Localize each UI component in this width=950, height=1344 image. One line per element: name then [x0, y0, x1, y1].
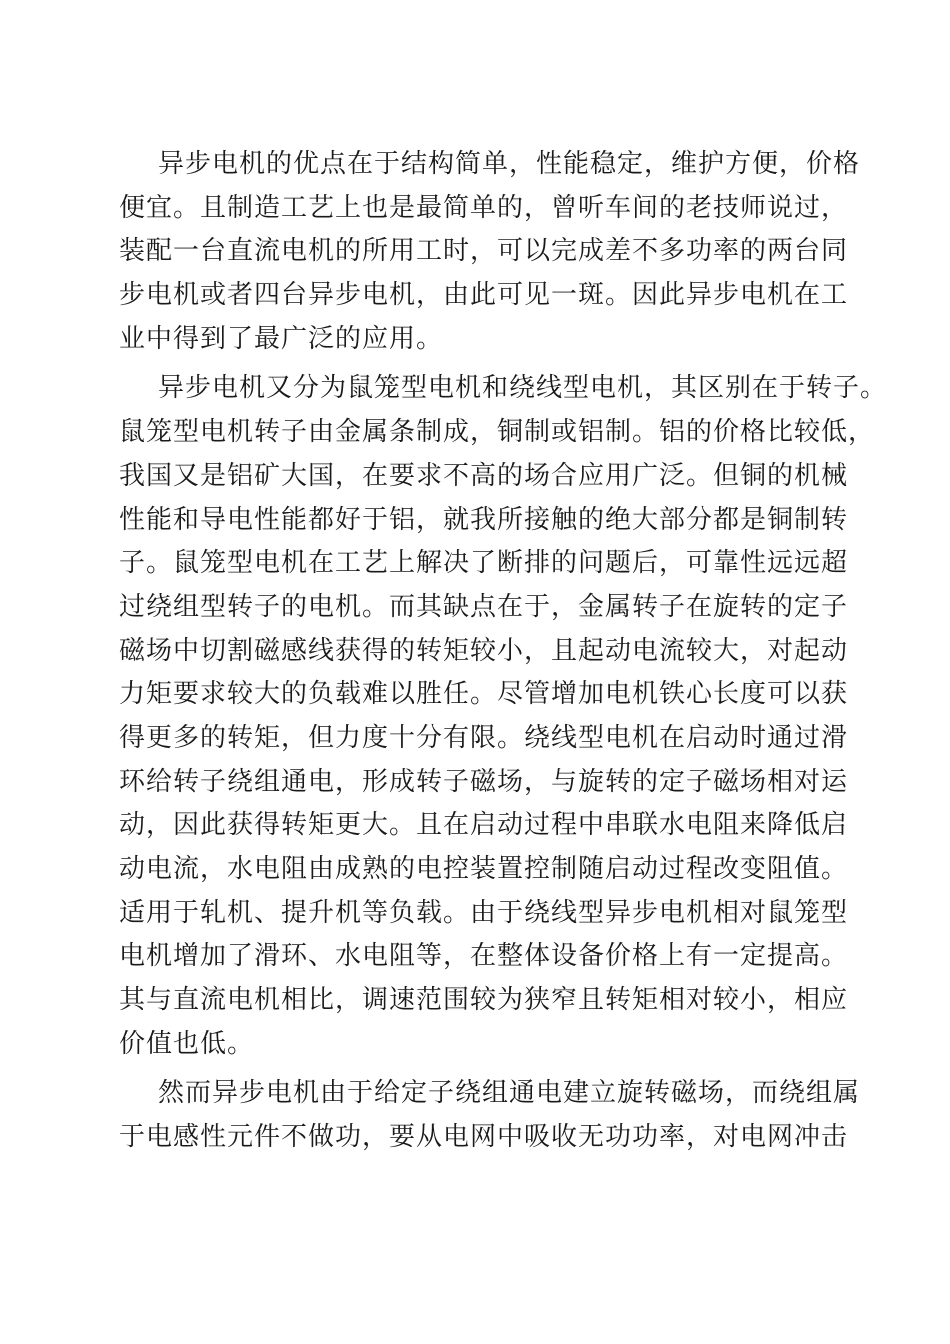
text-line: 环给转子绕组通电，形成转子磁场，与旋转的定子磁场相对运 — [119, 766, 849, 797]
text-line: 其与直流电机相比，调速范围较为狭窄且转矩相对较小，相应 — [119, 985, 849, 1016]
text-line: 力矩要求较大的负载难以胜任。尽管增加电机铁心长度可以获 — [119, 679, 849, 710]
text-line: 子。鼠笼型电机在工艺上解决了断排的问题后，可靠性远远超 — [119, 548, 849, 579]
text-line: 于电感性元件不做功，要从电网中吸收无功功率，对电网冲击 — [119, 1122, 849, 1153]
text-line: 异步电机又分为鼠笼型电机和绕线型电机，其区别在于转子。 — [158, 373, 888, 404]
text-line: 便宜。且制造工艺上也是最简单的，曾听车间的老技师说过， — [119, 192, 849, 223]
text-line: 适用于轧机、提升机等负载。由于绕线型异步电机相对鼠笼型 — [119, 897, 849, 928]
text-line: 性能和导电性能都好于铝，就我所接触的绝大部分都是铜制转 — [119, 504, 849, 535]
text-line: 得更多的转矩，但力度十分有限。绕线型电机在启动时通过滑 — [119, 722, 849, 753]
document-body — [119, 143, 888, 1160]
paragraph-2 — [119, 367, 888, 1066]
text-line: 异步电机的优点在于结构简单，性能稳定，维护方便，价格 — [158, 149, 861, 179]
text-line: 我国又是铝矿大国，在要求不高的场合应用广泛。但铜的机械 — [119, 460, 849, 491]
text-line: 价值也低。 — [119, 1028, 255, 1059]
text-line: 步电机或者四台异步电机，由此可见一斑。因此异步电机在工 — [119, 280, 849, 311]
text-line: 过绕组型转子的电机。而其缺点在于，金属转子在旋转的定子 — [119, 591, 849, 622]
text-line: 装配一台直流电机的所用工时，可以完成差不多功率的两台同 — [119, 236, 849, 267]
paragraph-3 — [119, 1072, 861, 1159]
text-line: 动，因此获得转矩更大。且在启动过程中串联水电阻来降低启 — [119, 810, 849, 841]
text-line: 磁场中切割磁感线获得的转矩较小，且起动电流较大，对起动 — [119, 635, 849, 666]
text-line: 电机增加了滑环、水电阻等，在整体设备价格上有一定提高。 — [119, 941, 849, 972]
text-line: 业中得到了最广泛的应用。 — [119, 323, 444, 354]
paragraph-1 — [119, 143, 861, 361]
text-line: 然而异步电机由于给定子绕组通电建立旋转磁场，而绕组属 — [158, 1078, 861, 1109]
text-line: 鼠笼型电机转子由金属条制成，铜制或铝制。铝的价格比较低， — [119, 417, 876, 448]
text-line: 动电流，水电阻由成熟的电控装置控制随启动过程改变阻值。 — [119, 854, 849, 884]
